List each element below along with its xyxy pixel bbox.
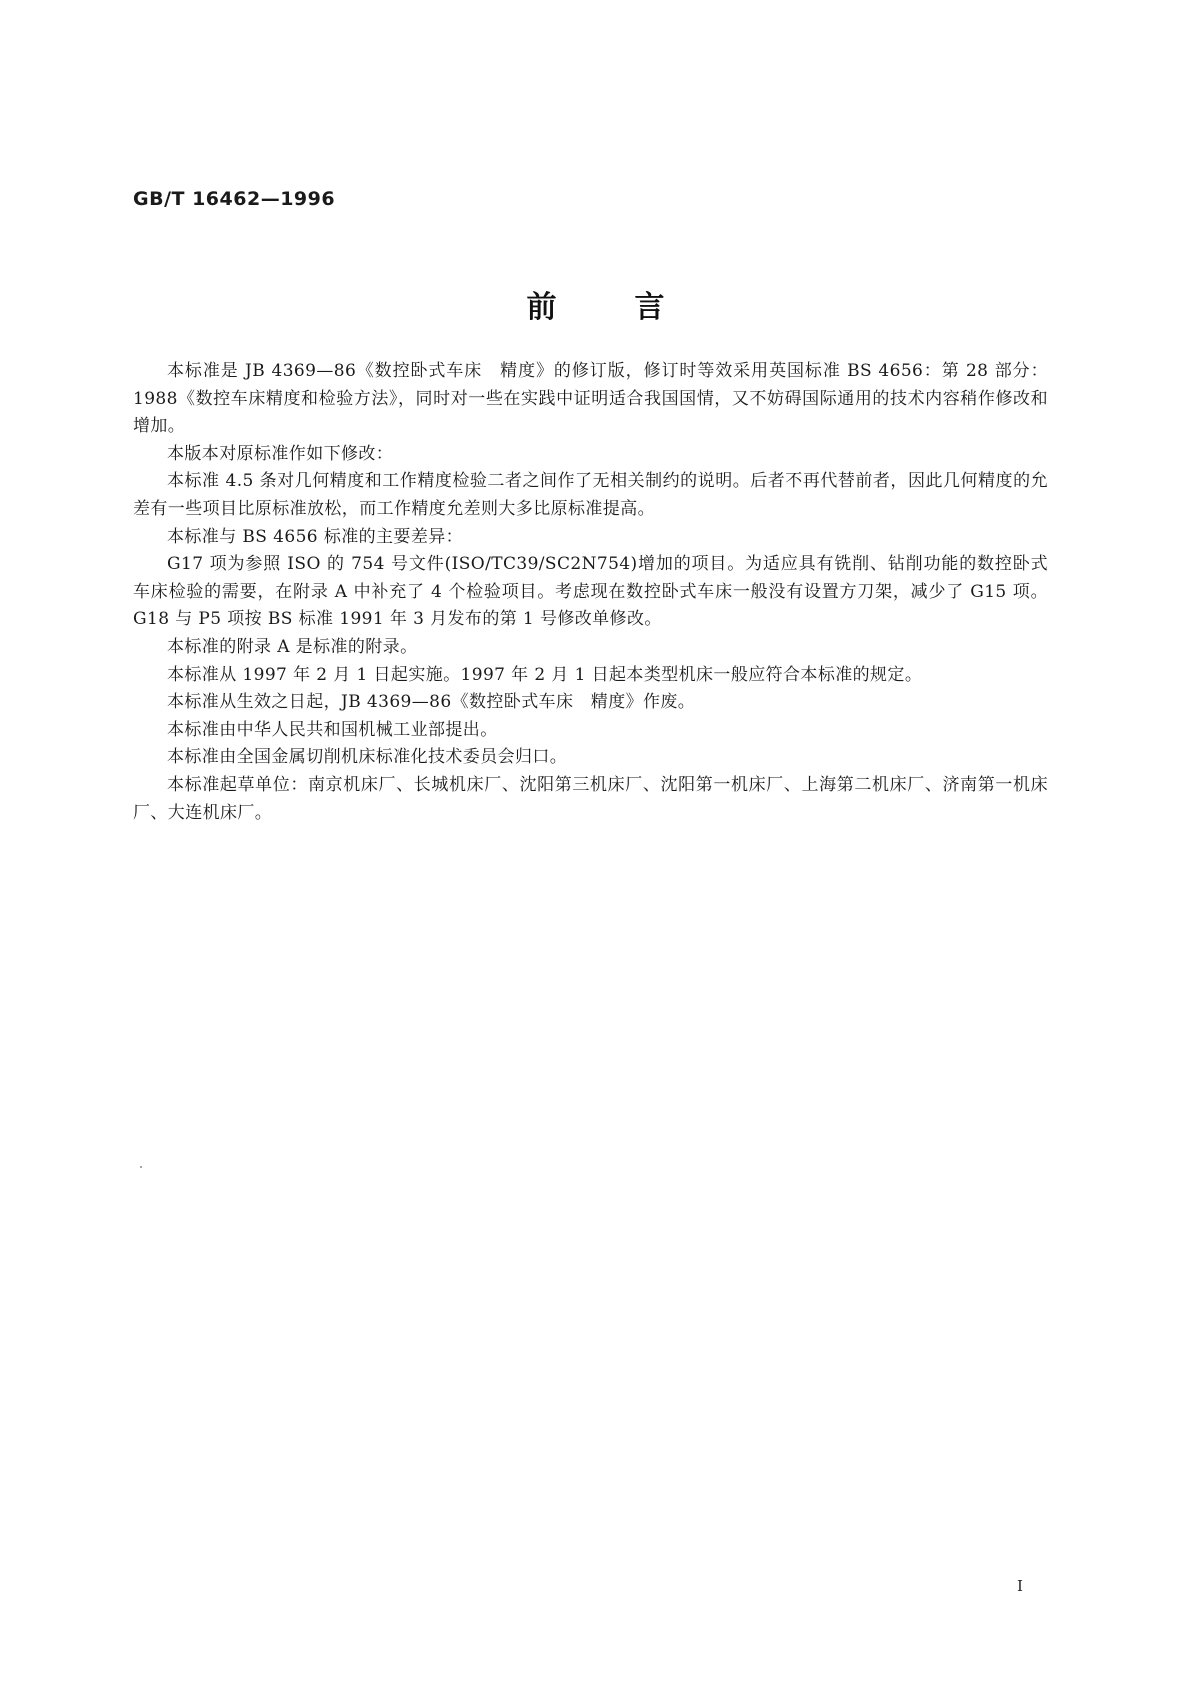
paragraph-differences-intro: 本标准与 BS 4656 标准的主要差异： [167, 526, 464, 547]
page-number: I [1017, 1577, 1023, 1595]
paragraph-differences-detail: G17 项为参照 ISO 的 754 号文件(ISO/TC39/SC2N754)增加的项目。为适应具有铣削、钻削功能的数控卧式车床检验的需要，在附录 A 中补充了 4 个检验项目。考虑现在数控卧式车床一般没有设置方刀架，减少了 G15 项。G18 与 P5 项按 BS 标准 1991 年 3 月发布的第 1 号修改单修改。 [133, 554, 1048, 630]
standard-number: GB/T 16462—1996 [133, 188, 336, 210]
paragraph-drafting-units: 本标准起草单位：南京机床厂、长城机床厂、沈阳第三机床厂、沈阳第一机床厂、上海第二机床厂、济南第一机床厂、大连机床厂。 [133, 774, 1048, 823]
paragraph-supersedes: 本标准从生效之日起，JB 4369—86《数控卧式车床 精度》作废。 [167, 692, 696, 713]
scan-speck [140, 1166, 142, 1168]
paragraph-proposer: 本标准由中华人民共和国机械工业部提出。 [167, 719, 498, 740]
page-title: 前言 [526, 290, 743, 325]
paragraph-effective-date: 本标准从 1997 年 2 月 1 日起实施。1997 年 2 月 1 日起本类型机床一般应符合本标准的规定。 [167, 664, 923, 685]
foreword-body [133, 358, 1048, 827]
paragraph-modification-detail: 本标准 4.5 条对几何精度和工作精度检验二者之间作了无相关制约的说明。后者不再代替前者，因此几何精度的允差有一些项目比原标准放松，而工作精度允差则大多比原标准提高。 [133, 471, 1048, 519]
paragraph-responsible-committee: 本标准由全国金属切削机床标准化技术委员会归口。 [167, 747, 568, 768]
paragraph-revision-note: 本标准是 JB 4369—86《数控卧式车床 精度》的修订版，修订时等效采用英国标准 BS 4656：第 28 部分：1988《数控车床精度和检验方法》，同时对一些在实践中证明适合我国国情，又不妨碍国际通用的技术内容稍作修改和增加。 [133, 361, 1048, 437]
paragraph-appendix: 本标准的附录 A 是标准的附录。 [167, 636, 418, 657]
paragraph-modifications-intro: 本版本对原标准作如下修改： [167, 443, 394, 464]
